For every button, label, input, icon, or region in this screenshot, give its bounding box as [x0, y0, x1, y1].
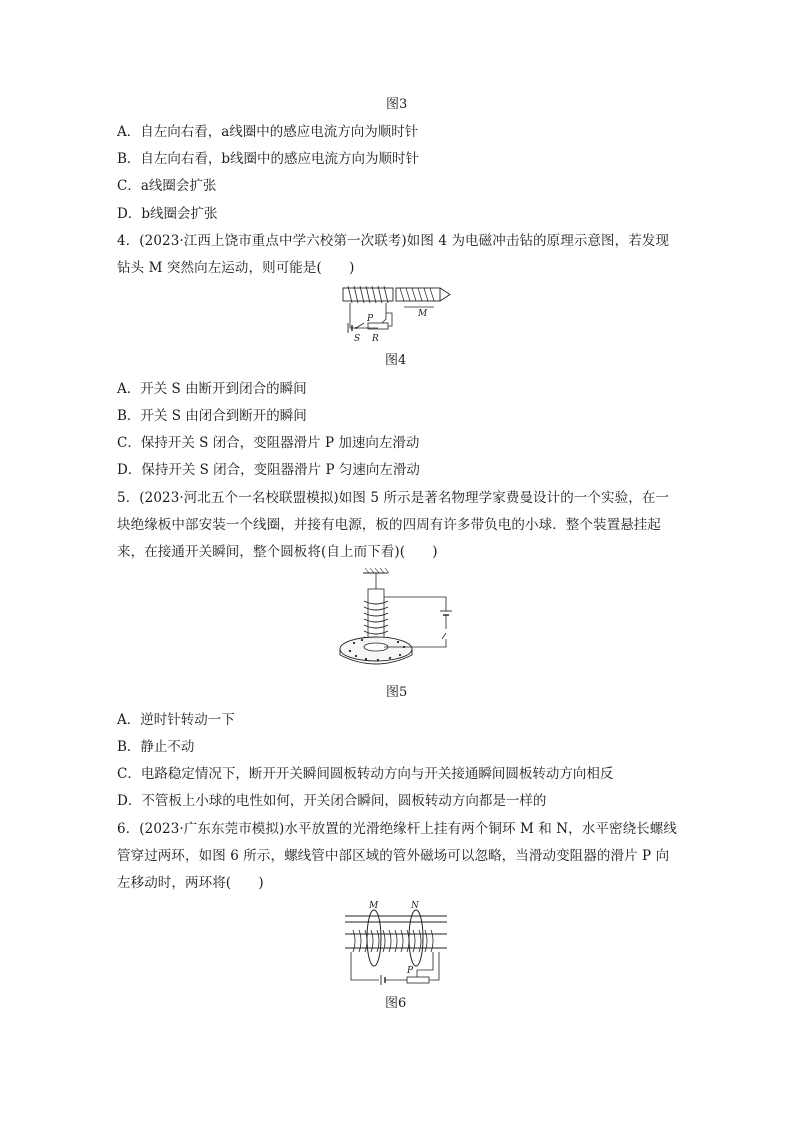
- figure-6-caption: 图6: [385, 996, 407, 1011]
- figure-5-feynman-disc-diagram: [338, 567, 458, 675]
- q3-option-d: D．b线圈会扩张: [117, 206, 218, 222]
- q5-option-d: D．不管板上小球的电性如何，开关闭合瞬间，圆板转动方向都是一样的: [117, 793, 547, 809]
- figure-6-label-n: N: [411, 901, 419, 911]
- figure-6-label-m: M: [369, 901, 379, 911]
- figure-6-solenoid-rings-diagram: [343, 900, 451, 990]
- q3-option-b: B．自左向右看，b线圈中的感应电流方向为顺时针: [117, 151, 420, 167]
- q3-option-a: A．自左向右看，a线圈中的感应电流方向为顺时针: [117, 124, 419, 140]
- q5-option-c: C．电路稳定情况下，断开开关瞬间圆板转动方向与开关接通瞬间圆板转动方向相反: [117, 766, 614, 782]
- q6-stem-line-2: 管穿过两环，如图 6 所示，螺线管中部区域的管外磁场可以忽略，当滑动变阻器的滑片 P 向: [117, 848, 670, 864]
- figure-6-label-p: P: [407, 966, 414, 976]
- figure-3-caption: 图3: [386, 97, 408, 112]
- q4-option-d: D．保持开关 S 闭合，变阻器滑片 P 匀速向左滑动: [117, 462, 420, 478]
- figure-4-label-s: S: [354, 334, 361, 344]
- q4-option-a: A．开关 S 由断开到闭合的瞬间: [117, 381, 307, 397]
- q5-stem-line-1: 5．(2023·河北五个一名校联盟模拟)如图 5 所示是著名物理学家费曼设计的一个实验，在一: [117, 490, 670, 506]
- q5-stem-line-3: 来，在接通开关瞬间，整个圆板将(自上而下看)( ): [117, 544, 438, 560]
- q5-stem-line-2: 块绝缘板中部安装一个线圈，并接有电源，板的四周有许多带负电的小球．整个装置悬挂起: [117, 517, 661, 533]
- q4-option-b: B．开关 S 由闭合到断开的瞬间: [117, 408, 307, 424]
- figure-4-impact-drill-diagram: [338, 283, 458, 345]
- figure-4-label-m: M: [418, 309, 428, 319]
- figure-4-label-r: R: [372, 334, 379, 344]
- q4-option-c: C．保持开关 S 闭合，变阻器滑片 P 加速向左滑动: [117, 435, 420, 451]
- q6-stem-line-1: 6．(2023·广东东莞市模拟)水平放置的光滑绝缘杆上挂有两个铜环 M 和 N，水平密绕长螺线: [117, 821, 677, 837]
- q6-stem-line-3: 左移动时，两环将( ): [117, 875, 264, 891]
- figure-5-caption: 图5: [386, 685, 408, 700]
- figure-4-caption: 图4: [385, 353, 407, 368]
- q4-stem-line-1: 4．(2023·江西上饶市重点中学六校第一次联考)如图 4 为电磁冲击钻的原理示意图，若发现: [117, 233, 670, 249]
- figure-4-label-p: P: [367, 314, 374, 324]
- q5-option-b: B．静止不动: [117, 739, 195, 755]
- q4-stem-line-2: 钻头 M 突然向左运动，则可能是( ): [117, 260, 355, 276]
- q5-option-a: A．逆时针转动一下: [117, 712, 235, 728]
- q3-option-c: C．a线圈会扩张: [117, 178, 217, 194]
